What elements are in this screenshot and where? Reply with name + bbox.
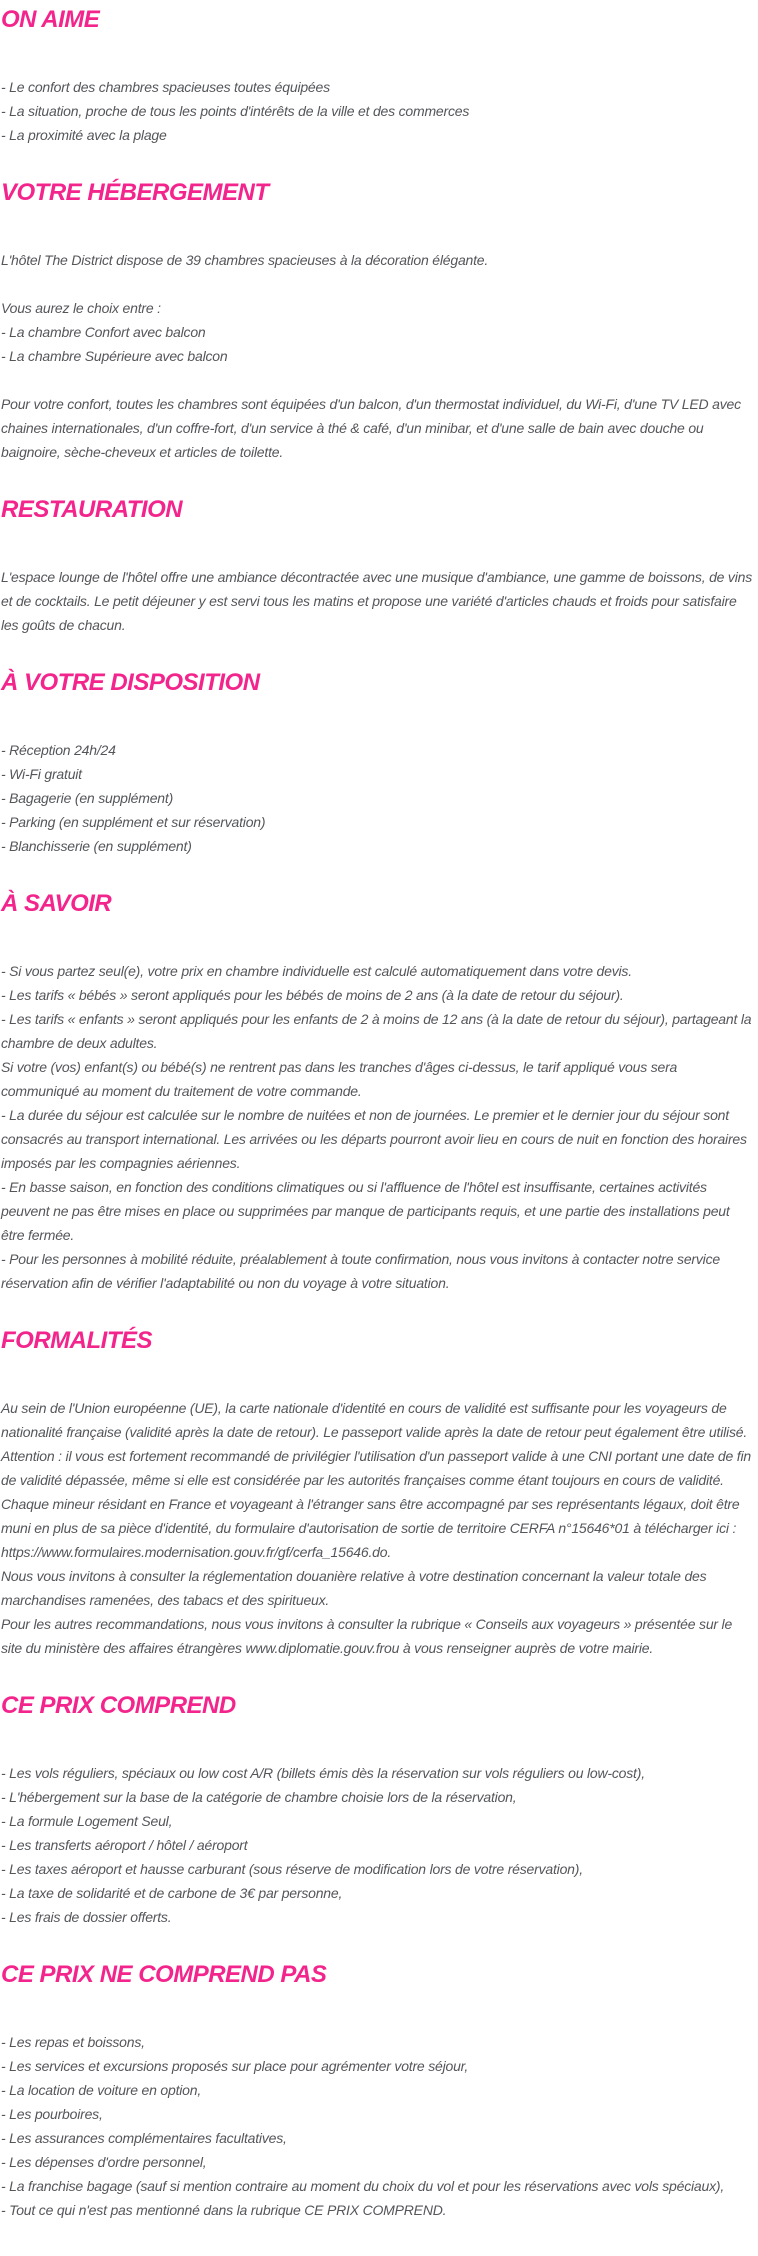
text-line: - Blanchisserie (en supplément) bbox=[1, 838, 192, 854]
text-line: L'hôtel The District dispose de 39 chambres spacieuses à la décoration élégante. bbox=[1, 252, 489, 268]
text-line: - La chambre Supérieure avec balcon bbox=[1, 348, 228, 364]
paragraph-block bbox=[1, 296, 756, 368]
content bbox=[1, 7, 756, 2222]
text-line: - Le confort des chambres spacieuses toutes équipées bbox=[1, 79, 330, 95]
text-line: https://www.formulaires.modernisation.gouv.fr/gf/cerfa_15646.do. bbox=[1, 1544, 392, 1560]
section-a-votre-disposition bbox=[1, 670, 756, 858]
section-title: VOTRE HÉBERGEMENT bbox=[1, 179, 269, 206]
paragraph-block bbox=[1, 1396, 756, 1660]
text-line: - Les tarifs « enfants » seront appliqués pour les enfants de 2 à moins de 12 ans (à la date de retour du séjour), partageant la chambre de deux adultes. bbox=[1, 1011, 752, 1051]
text-line: - Les repas et boissons, bbox=[1, 2034, 145, 2050]
text-line: - Wi-Fi gratuit bbox=[1, 766, 82, 782]
text-line: - La location de voiture en option, bbox=[1, 2082, 202, 2098]
text-line: - La situation, proche de tous les points d'intérêts de la ville et des commerces bbox=[1, 103, 470, 119]
text-line: - La chambre Confort avec balcon bbox=[1, 324, 206, 340]
paragraph-block bbox=[1, 959, 756, 1295]
section-title: À VOTRE DISPOSITION bbox=[1, 669, 260, 696]
paragraph-block bbox=[1, 2030, 756, 2222]
text-line: - Les dépenses d'ordre personnel, bbox=[1, 2154, 207, 2170]
section-title: ON AIME bbox=[1, 6, 100, 33]
text-line: - La taxe de solidarité et de carbone de 3€ par personne, bbox=[1, 1885, 343, 1901]
text-line: - Réception 24h/24 bbox=[1, 742, 116, 758]
text-line: Chaque mineur résidant en France et voyageant à l'étranger sans être accompagné par ses représentants légaux, doit être muni en plus de sa pièce d'identité, du formulaire d'autorisation de sortie de territoire CERFA n°15646*01 à télécharger ici : bbox=[1, 1496, 740, 1536]
text-line: - Tout ce qui n'est pas mentionné dans la rubrique CE PRIX COMPREND. bbox=[1, 2202, 447, 2218]
section-restauration bbox=[1, 497, 756, 637]
text-line: - Les vols réguliers, spéciaux ou low cost A/R (billets émis dès la réservation sur vols réguliers ou low-cost), bbox=[1, 1765, 645, 1781]
section-a-savoir bbox=[1, 891, 756, 1295]
section-title: À SAVOIR bbox=[1, 890, 112, 917]
section-title: CE PRIX COMPREND bbox=[1, 1692, 236, 1719]
text-line: - L'hébergement sur la base de la catégorie de chambre choisie lors de la réservation, bbox=[1, 1789, 517, 1805]
text-line: - Les assurances complémentaires facultatives, bbox=[1, 2130, 287, 2146]
text-line: - Les pourboires, bbox=[1, 2106, 103, 2122]
section-title: FORMALITÉS bbox=[1, 1327, 152, 1354]
text-line: - Les taxes aéroport et hausse carburant (sous réserve de modification lors de votre réservation), bbox=[1, 1861, 583, 1877]
section-on-aime bbox=[1, 7, 756, 147]
text-line: Pour les autres recommandations, nous vous invitons à consulter la rubrique « Conseils aux voyageurs » présentée sur le site du ministère des affaires étrangères www.diplomatie.gouv.frou à vous renseigner auprès de votre mairie. bbox=[1, 1616, 733, 1656]
paragraph-block bbox=[1, 565, 756, 637]
text-line: Vous aurez le choix entre : bbox=[1, 300, 161, 316]
text-line: - Si vous partez seul(e), votre prix en chambre individuelle est calculé automatiquement dans votre devis. bbox=[1, 963, 632, 979]
text-line: - En basse saison, en fonction des conditions climatiques ou si l'affluence de l'hôtel est insuffisante, certaines activités peuvent ne pas être mises en place ou supprimées par manque de participants requis, et une partie des installations peut être fermée. bbox=[1, 1179, 730, 1243]
text-line: Au sein de l'Union européenne (UE), la carte nationale d'identité en cours de validité est suffisante pour les voyageurs de nationalité française (validité après la date de retour). Le passeport valide après la date de retour peut également être utilisé. Attention : il vous est fortement recommandé de privilégier l'utilisation d'un passeport valide à une CNI portant une date de fin de validité dépassée, même si elle est considérée par les autorités françaises comme étant toujours en cours de validité. bbox=[1, 1400, 751, 1488]
paragraph-block bbox=[1, 248, 756, 272]
paragraph-block bbox=[1, 1761, 756, 1929]
text-line: - Parking (en supplément et sur réservation) bbox=[1, 814, 266, 830]
text-line: - La durée du séjour est calculée sur le nombre de nuitées et non de journées. Le premier et le dernier jour du séjour sont consacrés au transport international. Les arrivées ou les départs pourront avoir lieu en cours de nuit en fonction des horaires imposés par les compagnies aériennes. bbox=[1, 1107, 747, 1171]
text-line: - La franchise bagage (sauf si mention contraire au moment du choix du vol et pour les réservations avec vols spéciaux), bbox=[1, 2178, 725, 2194]
paragraph-block bbox=[1, 75, 756, 147]
text-line: - Pour les personnes à mobilité réduite, préalablement à toute confirmation, nous vous invitons à contacter notre service réservation afin de vérifier l'adaptabilité ou non du voyage à votre situation. bbox=[1, 1251, 720, 1291]
paragraph-block bbox=[1, 392, 756, 464]
text-line: - La proximité avec la plage bbox=[1, 127, 167, 143]
text-line: - Les frais de dossier offerts. bbox=[1, 1909, 172, 1925]
text-line: - Les services et excursions proposés sur place pour agrémenter votre séjour, bbox=[1, 2058, 469, 2074]
section-ce-prix-ne-comprend-pas bbox=[1, 1962, 756, 2222]
text-line: - Les tarifs « bébés » seront appliqués pour les bébés de moins de 2 ans (à la date de retour du séjour). bbox=[1, 987, 624, 1003]
text-line: - Bagagerie (en supplément) bbox=[1, 790, 174, 806]
section-title: RESTAURATION bbox=[1, 496, 183, 523]
section-formalites bbox=[1, 1328, 756, 1660]
section-title: CE PRIX NE COMPREND PAS bbox=[1, 1961, 327, 1988]
text-line: Pour votre confort, toutes les chambres sont équipées d'un balcon, d'un thermostat individuel, du Wi-Fi, d'une TV LED avec chaines internationales, d'un coffre-fort, d'un service à thé & café, d'un minibar, et d'une salle de bain avec douche ou baignoire, sèche-cheveux et articles de toilette. bbox=[1, 396, 741, 460]
text-line: Si votre (vos) enfant(s) ou bébé(s) ne rentrent pas dans les tranches d'âges ci-dessus, le tarif appliqué vous sera communiqué au moment du traitement de votre commande. bbox=[1, 1059, 678, 1099]
section-votre-hebergement bbox=[1, 180, 756, 464]
section-ce-prix-comprend bbox=[1, 1693, 756, 1929]
text-line: - Les transferts aéroport / hôtel / aéroport bbox=[1, 1837, 248, 1853]
text-line: - La formule Logement Seul, bbox=[1, 1813, 173, 1829]
text-line: L'espace lounge de l'hôtel offre une ambiance décontractée avec une musique d'ambiance, une gamme de boissons, de vins et de cocktails. Le petit déjeuner y est servi tous les matins et propose une variété d'articles chauds et froids pour satisfaire les goûts de chacun. bbox=[1, 569, 753, 633]
paragraph-block bbox=[1, 738, 756, 858]
text-line: Nous vous invitons à consulter la réglementation douanière relative à votre destination concernant la valeur totale des marchandises ramenées, des tabacs et des spiritueux. bbox=[1, 1568, 707, 1608]
